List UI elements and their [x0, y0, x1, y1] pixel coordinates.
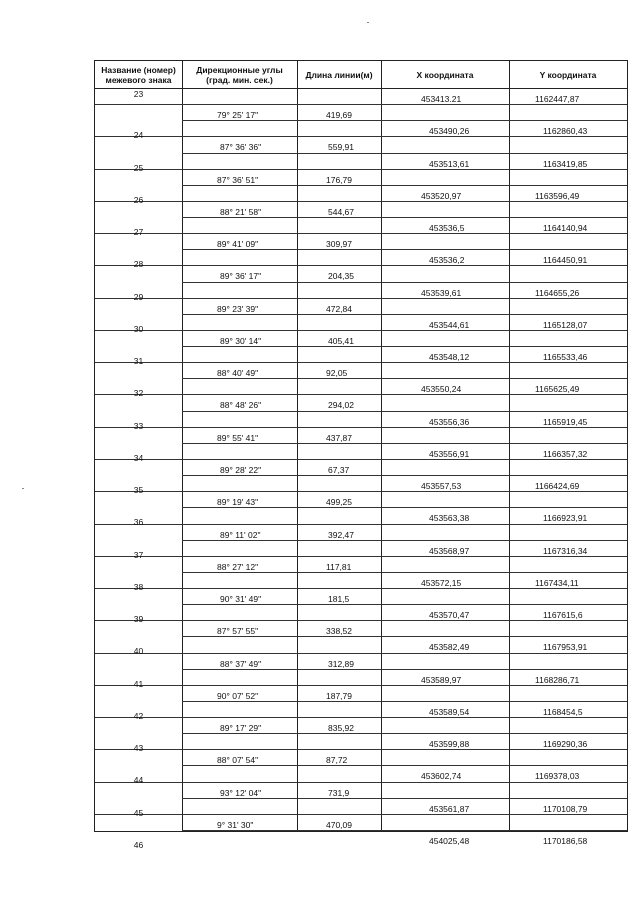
point-x-coordinate: 453589,97 — [421, 674, 462, 685]
segment-angle: 9° 31' 30" — [217, 819, 254, 830]
segment-angle: 87° 36' 36" — [220, 142, 262, 153]
segment-angle: 89° 19' 43" — [217, 497, 259, 508]
row-divider — [182, 588, 381, 589]
segment-angle: 89° 30' 14" — [220, 335, 262, 346]
segment-angle: 87° 57' 55" — [217, 626, 259, 637]
row-divider — [509, 669, 627, 670]
point-y-coordinate: 1166357,32 — [543, 448, 588, 459]
row-divider — [182, 104, 381, 105]
row-divider — [182, 717, 381, 718]
segment-length: 731,9 — [328, 787, 350, 798]
coordinates-table — [94, 60, 628, 850]
row-divider — [182, 201, 381, 202]
point-y-coordinate: 1170186,58 — [543, 835, 588, 846]
row-divider — [509, 540, 627, 541]
point-y-coordinate: 1163419,85 — [543, 158, 588, 169]
row-divider — [182, 427, 381, 428]
point-x-coordinate: 453536,2 — [429, 255, 465, 266]
row-divider — [381, 524, 627, 525]
segment-angle: 93° 12' 04" — [220, 787, 262, 798]
point-number: 41 — [133, 678, 144, 689]
segment-length: 470,09 — [326, 819, 352, 830]
row-divider — [509, 798, 627, 799]
point-number: 37 — [133, 549, 144, 560]
row-divider — [509, 572, 627, 573]
point-number: 44 — [133, 775, 144, 786]
point-number: 24 — [133, 130, 144, 141]
point-x-coordinate: 453536,5 — [429, 223, 465, 234]
row-divider — [381, 427, 627, 428]
point-y-coordinate: 1164450,91 — [543, 255, 588, 266]
segment-length: 117,81 — [326, 561, 352, 572]
segment-length: 181,5 — [328, 594, 350, 605]
row-divider — [381, 459, 627, 460]
point-number: 23 — [133, 89, 144, 99]
row-divider — [509, 765, 627, 766]
scan-mark — [22, 488, 24, 489]
row-divider — [182, 459, 381, 460]
segment-length: 204,35 — [328, 271, 354, 282]
row-divider — [381, 588, 627, 589]
column-divider — [297, 61, 298, 831]
row-divider — [381, 298, 627, 299]
row-divider — [381, 104, 627, 105]
point-y-coordinate: 1164655,26 — [535, 287, 580, 298]
row-divider — [182, 749, 381, 750]
column-divider — [381, 61, 382, 831]
segment-angle: 88° 21' 58" — [220, 206, 262, 217]
segment-angle: 89° 41' 09" — [217, 239, 259, 250]
row-divider — [381, 330, 627, 331]
point-x-coordinate: 453413.21 — [421, 94, 462, 104]
row-divider — [381, 362, 627, 363]
point-y-coordinate: 1165625,49 — [535, 384, 580, 395]
segment-angle: 89° 36' 17" — [220, 271, 262, 282]
point-y-coordinate: 1168286,71 — [535, 674, 580, 685]
point-x-coordinate: 453582,49 — [429, 642, 470, 653]
point-x-coordinate: 453539,61 — [421, 287, 462, 298]
point-y-coordinate: 1167434,11 — [535, 577, 579, 588]
row-divider — [95, 104, 182, 105]
point-x-coordinate: 453570,47 — [429, 610, 470, 621]
point-y-coordinate: 1165128,07 — [543, 319, 588, 330]
row-divider — [381, 394, 627, 395]
segment-length: 309,97 — [326, 239, 352, 250]
point-x-coordinate: 453544,61 — [429, 319, 470, 330]
segment-length: 472,84 — [326, 303, 352, 314]
point-x-coordinate: 453513,61 — [429, 158, 470, 169]
point-x-coordinate: 453557,53 — [421, 481, 462, 492]
point-y-coordinate: 1162860,43 — [543, 126, 588, 137]
row-divider — [509, 604, 627, 605]
segment-angle: 88° 48' 26" — [220, 400, 262, 411]
segment-length: 294,02 — [328, 400, 354, 411]
row-divider — [509, 120, 627, 121]
point-x-coordinate: 454025,48 — [429, 835, 470, 846]
point-y-coordinate: 1168454,5 — [543, 706, 583, 717]
point-x-coordinate: 453561,87 — [429, 803, 470, 814]
point-number: 38 — [133, 581, 144, 592]
row-divider — [509, 507, 627, 508]
point-number: 40 — [133, 646, 144, 657]
point-number: 27 — [133, 227, 144, 238]
point-y-coordinate: 1167615,6 — [543, 610, 583, 621]
column-divider — [182, 61, 183, 831]
segment-length: 176,79 — [326, 174, 352, 185]
segment-angle: 90° 07' 52" — [217, 690, 259, 701]
header-angle: Дирекционные углы (град. мин. сек.) — [182, 61, 297, 89]
row-divider — [381, 782, 627, 783]
point-number: 42 — [133, 710, 144, 721]
row-divider — [381, 814, 627, 815]
point-y-coordinate: 1166424,69 — [535, 481, 580, 492]
row-divider — [509, 443, 627, 444]
row-divider — [381, 556, 627, 557]
row-divider — [182, 362, 381, 363]
row-divider — [182, 265, 381, 266]
point-x-coordinate: 453550,24 — [421, 384, 462, 395]
header-name: Название (номер) межевого знака — [95, 61, 182, 89]
point-number: 46 — [133, 839, 144, 850]
header-x: X координата — [381, 61, 509, 89]
point-y-coordinate: 1169378,03 — [535, 771, 580, 782]
segment-length: 92,05 — [326, 368, 348, 379]
segment-angle: 89° 11' 02" — [220, 529, 261, 540]
segment-length: 499,25 — [326, 497, 352, 508]
row-divider — [182, 556, 381, 557]
scan-mark — [367, 22, 369, 23]
point-y-coordinate: 1170108,79 — [543, 803, 588, 814]
row-divider — [182, 685, 381, 686]
row-divider — [381, 685, 627, 686]
segment-length: 392,47 — [328, 529, 354, 540]
row-divider — [509, 475, 627, 476]
segment-angle: 79° 25' 17" — [217, 110, 259, 121]
segment-angle: 89° 55' 41" — [217, 432, 259, 443]
row-divider — [381, 749, 627, 750]
segment-length: 312,89 — [328, 658, 354, 669]
point-y-coordinate: 1164140,94 — [543, 223, 588, 234]
row-divider — [182, 814, 381, 815]
segment-angle: 87° 36' 51" — [217, 174, 259, 185]
segment-length: 67,37 — [328, 464, 350, 475]
row-divider — [381, 136, 627, 137]
point-number: 36 — [133, 517, 144, 528]
point-y-coordinate: 1167953,91 — [543, 642, 588, 653]
segment-length: 835,92 — [328, 723, 354, 734]
point-x-coordinate: 453572,15 — [421, 577, 462, 588]
row-divider — [182, 233, 381, 234]
row-divider — [509, 733, 627, 734]
row-divider — [182, 782, 381, 783]
segment-length: 87,72 — [326, 755, 348, 766]
point-number: 32 — [133, 388, 144, 399]
point-number: 45 — [133, 807, 144, 818]
point-number: 34 — [133, 452, 144, 463]
point-number: 30 — [133, 323, 144, 334]
row-divider — [509, 249, 627, 250]
segment-angle: 88° 37' 49" — [220, 658, 262, 669]
segment-angle: 88° 27' 12" — [217, 561, 259, 572]
point-x-coordinate: 453602,74 — [421, 771, 462, 782]
row-divider — [182, 394, 381, 395]
row-divider — [381, 265, 627, 266]
segment-angle: 88° 07' 54" — [217, 755, 259, 766]
point-number: 25 — [133, 162, 144, 173]
point-number: 35 — [133, 485, 144, 496]
column-divider — [509, 61, 510, 831]
point-number: 33 — [133, 420, 144, 431]
row-divider — [182, 298, 381, 299]
point-x-coordinate: 453556,36 — [429, 416, 470, 427]
row-divider — [509, 185, 627, 186]
point-x-coordinate: 453599,88 — [429, 739, 470, 750]
point-x-coordinate: 453563,38 — [429, 513, 470, 524]
header-length: Длина линии(м) — [297, 61, 381, 89]
segment-length: 338,52 — [326, 626, 352, 637]
point-x-coordinate: 453520,97 — [421, 190, 462, 201]
row-divider — [381, 233, 627, 234]
row-divider — [509, 217, 627, 218]
row-divider — [381, 201, 627, 202]
row-divider — [509, 411, 627, 412]
row-divider — [381, 491, 627, 492]
point-number: 43 — [133, 743, 144, 754]
header-y: Y координата — [509, 61, 627, 89]
row-divider — [509, 378, 627, 379]
segment-angle: 89° 28' 22" — [220, 464, 262, 475]
row-divider — [381, 653, 627, 654]
segment-length: 544,67 — [328, 206, 354, 217]
row-divider — [509, 346, 627, 347]
row-divider — [381, 717, 627, 718]
segment-length: 559,91 — [328, 142, 354, 153]
row-divider — [182, 136, 381, 137]
point-number: 31 — [133, 356, 144, 367]
row-divider — [509, 701, 627, 702]
row-divider — [381, 169, 627, 170]
row-divider — [182, 524, 381, 525]
row-divider — [381, 620, 627, 621]
segment-angle: 88° 40' 49" — [217, 368, 259, 379]
segment-length: 405,41 — [328, 335, 354, 346]
segment-angle: 89° 17' 29" — [220, 723, 262, 734]
point-y-coordinate: 1165919,45 — [543, 416, 588, 427]
point-x-coordinate: 453568,97 — [429, 545, 470, 556]
row-divider — [509, 830, 627, 831]
row-divider — [509, 282, 627, 283]
row-divider — [509, 314, 627, 315]
row-divider — [509, 153, 627, 154]
segment-length: 419,69 — [326, 110, 352, 121]
point-x-coordinate: 453556,91 — [429, 448, 470, 459]
row-divider — [182, 330, 381, 331]
point-y-coordinate: 1163596,49 — [535, 190, 580, 201]
row-divider — [182, 491, 381, 492]
segment-length: 437,87 — [326, 432, 352, 443]
row-divider — [182, 620, 381, 621]
point-y-coordinate: 1162447,87 — [535, 94, 580, 104]
point-y-coordinate: 1167316,34 — [543, 545, 588, 556]
point-number: 28 — [133, 259, 144, 270]
point-y-coordinate: 1169290,36 — [543, 739, 588, 750]
point-number: 29 — [133, 291, 144, 302]
point-x-coordinate: 453589,54 — [429, 706, 470, 717]
segment-angle: 89° 23' 39" — [217, 303, 259, 314]
segment-length: 187,79 — [326, 690, 352, 701]
point-y-coordinate: 1166923,91 — [543, 513, 588, 524]
point-x-coordinate: 453490,26 — [429, 126, 470, 137]
point-number: 26 — [133, 194, 144, 205]
segment-angle: 90° 31' 49" — [220, 594, 262, 605]
point-y-coordinate: 1165533,46 — [543, 352, 588, 363]
row-divider — [182, 653, 381, 654]
row-divider — [509, 636, 627, 637]
point-x-coordinate: 453548,12 — [429, 352, 470, 363]
row-divider — [182, 169, 381, 170]
point-number: 39 — [133, 614, 144, 625]
